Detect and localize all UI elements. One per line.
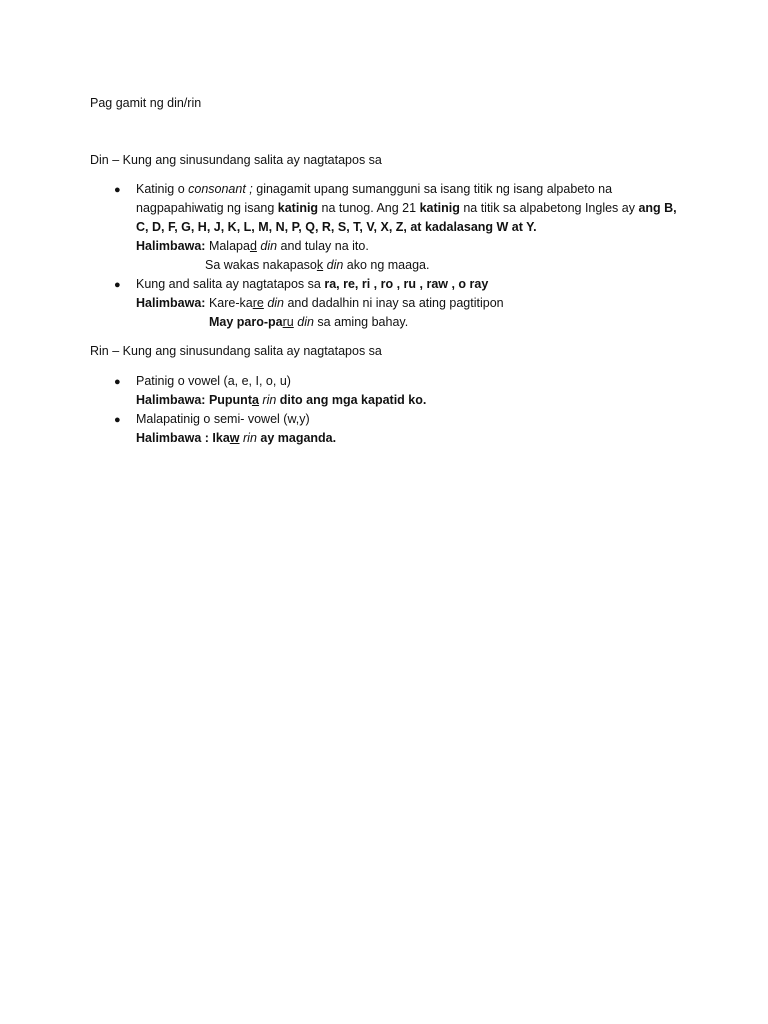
din-item-2-example-1: Halimbawa: Kare-kare din and dadalhin ni inay sa ating pagtitipon: [136, 296, 504, 310]
document-title: Pag gamit ng din/rin: [90, 96, 202, 110]
bullet-marker: ●: [114, 279, 121, 291]
rin-heading: Rin – Kung ang sinusundang salita ay nagtatapos sa: [90, 344, 382, 358]
din-item-1-line-3: C, D, F, G, H, J, K, L, M, N, P, Q, R, S, T, V, X, Z, at kadalasang W at Y.: [136, 220, 537, 234]
din-item-1-line-1: Katinig o consonant ; ginagamit upang sumangguni sa isang titik ng isang alpabeto na: [136, 182, 613, 196]
bullet-marker: ●: [114, 184, 121, 196]
bullet-marker: ●: [114, 414, 121, 426]
din-item-1-line-2: nagpapahiwatig ng isang katinig na tunog. Ang 21 katinig na titik sa alpabetong Ingles ay ang B,: [136, 201, 677, 215]
din-item-2-example-2: May paro-paru din sa aming bahay.: [209, 315, 409, 329]
din-item-1-example-2: Sa wakas nakapasok din ako ng maaga.: [205, 258, 430, 272]
rin-item-2-line-1: Malapatinig o semi- vowel (w,y): [136, 412, 310, 426]
rin-item-2-example: Halimbawa : Ikaw rin ay maganda.: [136, 431, 337, 445]
din-item-2-line-1: Kung and salita ay nagtatapos sa ra, re, ri , ro , ru , raw , o ray: [136, 277, 489, 291]
din-item-1-example-1: Halimbawa: Malapad din and tulay na ito.: [136, 239, 369, 253]
rin-item-1-line-1: Patinig o vowel (a, e, I, o, u): [136, 374, 291, 388]
bullet-marker: ●: [114, 376, 121, 388]
rin-item-1-example: Halimbawa: Pupunta rin dito ang mga kapatid ko.: [136, 393, 427, 407]
din-heading: Din – Kung ang sinusundang salita ay nagtatapos sa: [90, 153, 382, 167]
